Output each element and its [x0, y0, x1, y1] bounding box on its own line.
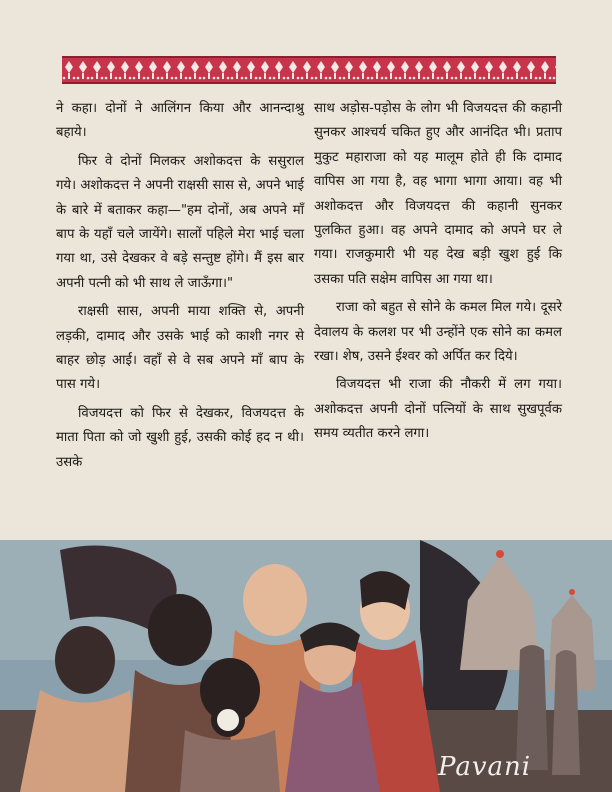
paragraph: ने कहा। दोनों ने आलिंगन किया और आनन्दाश्रु बहाये।: [56, 101, 304, 141]
border-pattern: [62, 58, 556, 82]
left-text-column: [56, 97, 304, 475]
paragraph: विजयदत्त को फिर से देखकर, विजयदत्त के माता पिता को जो खुशी हुई, उसकी कोई हद न थी। उसके: [56, 405, 304, 470]
artist-signature: Pavani: [438, 752, 532, 782]
paragraph: विजयदत्त भी राजा की नौकरी में लग गया। अशोकदत्त अपनी दोनों पत्नियों के साथ सुखपूर्वक समय व्यतीत करने लगा।: [314, 377, 562, 442]
right-text-column: [314, 97, 562, 447]
paragraph: साथ अड़ोस-पड़ोस के लोग भी विजयदत्त की कहानी सुनकर आश्चर्य चकित हुए और आनंदित भी। प्रताप मुकुट महाराजा को यह मालूम होते ही कि दामाद वापिस आ गया है, वह भागा भागा आया। वह भी अशोकदत्त और विजयदत्त की कहानी सुनकर पुलकित हुआ। वह अपने दामाद को अपने घर ले गया। राजकुमारी भी यह देख बड़ी खुश हुई कि उसका पति सक्षेम वापिस आ गया था।: [314, 101, 562, 287]
paragraph: राक्षसी सास, अपनी माया शक्ति से, अपनी लड़की, दामाद और उसके भाई को काशी नगर से बाहर छोड़ आई। वहाँ से वे सब अपने माँ बाप के पास गये।: [56, 304, 304, 393]
paragraph: फिर वे दोनों मिलकर अशोकदत्त के ससुराल गये। अशोकदत्त ने अपनी राक्षसी सास से, अपने भाई के बारे में बताकर कहा—"हम दोनों, अब अपने माँ बाप के यहाँ चले जायेंगे। सालों पहिले मेरा भाई चला गया था, उसे देखकर वे बड़े सन्तुष्ट होंगे। मैं इस बार अपनी पत्नी को भी साथ ले जाऊँगा।": [56, 153, 304, 291]
decorative-border-band: [62, 56, 556, 84]
figure-hair: [148, 594, 212, 666]
paragraph: राजा को बहुत से सोने के कमल मिल गये। दूसरे देवालय के कलश पर भी उन्होंने एक सोने का कमल रखा। शेष, उसने ईश्वर को अर्पित कर दिये।: [314, 300, 562, 365]
figure-body: [20, 690, 140, 792]
figure-hair: [55, 626, 115, 694]
figure-head: [243, 564, 307, 636]
